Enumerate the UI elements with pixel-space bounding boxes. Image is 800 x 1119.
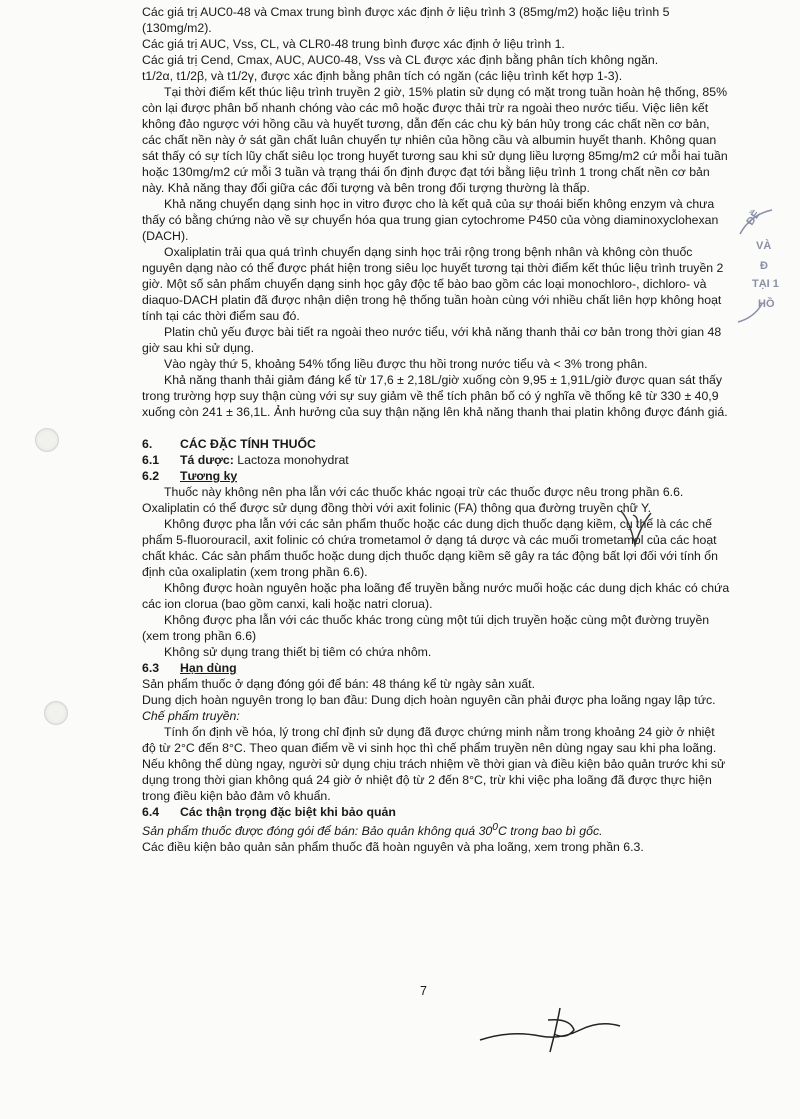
stamp-ring-icon (732, 208, 792, 328)
paragraph: Chế phẩm truyền: (142, 709, 240, 723)
section-heading: 6.4 Các thận trọng đặc biệt khi bảo quản (142, 805, 396, 819)
section-heading: 6.3 Hạn dùng (142, 661, 237, 675)
paragraph: Không được pha lẫn với các sản phẩm thuốc hoặc các dung dịch thuốc dạng kiềm, cụ thể là các chế phẩm 5-fluorouracil, axit folinic có chứa trometamol ở dạng tá dược và các muối trometamol của các hoạt chất khác. Các sản phẩm thuốc hoặc dung dịch thuốc dạng kiềm sẽ gây ra tác động bất lợi đối với tính ổn định của oxaliplatin (xem trong phần 6.6). (142, 517, 718, 579)
paragraph: Không được pha lẫn với các thuốc khác trong cùng một túi dịch truyền hoặc cùng một đường truyền (xem trong phần 6.6) (142, 613, 710, 643)
paragraph: Platin chủ yếu được bài tiết ra ngoài theo nước tiểu, với khả năng thanh thải cơ bản trong thời gian 48 giờ sau khi sử dụng. (142, 325, 722, 355)
paragraph: Thuốc này không nên pha lẫn với các thuốc khác ngoại trừ các thuốc được nêu trong phần 6.6. Oxaliplatin có thể được sử dụng đồng thời với axit folinic (FA) thông qua đường truyền chữ Y. (142, 485, 684, 515)
stamp-text: HỒ (758, 298, 775, 310)
stamp-text: ĐỀ (744, 208, 763, 228)
paragraph: Tại thời điểm kết thúc liệu trình truyền 2 giờ, 15% platin sử dụng có mặt trong tuần hoàn hệ thống, 85% còn lại được phân bố nhanh chóng vào các mô hoặc được thải trừ ra ngoài theo nước tiểu. Việc liên kết không đảo ngược với hồng cầu và huyết tương, dẫn đến các chu kỳ bán hủy trong các chất nền cơ bản, các chất nền này ở sát gần chất luân chuyển tự nhiên của hồng cầu và albumin huyết thanh. Không quan sát thấy có sự tích lũy chất siêu lọc trong huyết tương sau khi sử dụng liều lượng 85mg/m2 cứ mỗi hai tuần hoặc 130mg/m2 cứ mỗi 3 tuần và trạng thái ổn định được đạt tới bằng liệu trình 1 trong chất nền cơ bản này. Khả năng thay đổi giữa các đối tượng và bên trong đối tượng thường là thấp. (142, 85, 728, 195)
paragraph: Sản phẩm thuốc ở dạng đóng gói để bán: 48 tháng kể từ ngày sản xuất. (142, 677, 536, 691)
section-heading: 6.2 Tương kỵ (142, 469, 238, 483)
page-number: 7 (420, 984, 427, 998)
paragraph: Các giá trị Cend, Cmax, AUC, AUC0-48, Vss và CL được xác định bằng phân tích không ngăn. (142, 53, 659, 67)
paragraph: Tính ổn định về hóa, lý trong chỉ định sử dụng đã được chứng minh nằm trong khoảng 24 giờ ở nhiệt độ từ 2°C đến 8°C. Theo quan điểm về vi sinh học thì chế phẩm truyền nên dùng ngay sau khi pha loãng. Nếu không thể dùng ngay, người sử dụng chịu trách nhiệm về thời gian và điều kiện bảo quản trước khi sử dụng trong thời gian không quá 24 giờ ở nhiệt độ từ 2 đến 8°C, trừ khi việc pha loãng đã được thực hiện trong điều kiện bảo đảm vô khuẩn. (142, 725, 726, 803)
punch-hole (35, 428, 59, 452)
stamp-mark (732, 208, 792, 328)
paragraph: t1/2α, t1/2β, và t1/2γ, được xác định bằng phân tích có ngăn (các liệu trình kết hợp 1-3). (142, 69, 623, 83)
paragraph: Vào ngày thứ 5, khoảng 54% tổng liều được thu hồi trong nước tiểu và < 3% trong phân. (164, 357, 648, 371)
section-heading: 6.1 Tá dược: Lactoza monohydrat (142, 453, 349, 467)
paragraph: Dung dịch hoàn nguyên trong lọ ban đầu: Dung dịch hoàn nguyên cần phải được pha loãng ngay lập tức. (142, 693, 716, 707)
paragraph: Khả năng thanh thải giảm đáng kể từ 17,6 ± 2,18L/giờ xuống còn 9,95 ± 1,91L/giờ được quan sát thấy trong trường hợp suy thận cùng với sự suy giảm về thể tích phân bố có ý nghĩa về thống kê từ 330 ± 40,9 xuống còn 241 ± 36,1L. Ảnh hưởng của suy thận nặng lên khả năng thanh thai platin không được đánh giá. (142, 373, 728, 419)
paragraph: Không sử dụng trang thiết bị tiêm có chứa nhôm. (164, 645, 432, 659)
document-body (142, 4, 730, 855)
paragraph: Không được hoàn nguyên hoặc pha loãng để truyền bằng nước muối hoặc các dung dịch khác có chứa các ion clorua (bao gồm canxi, kali hoặc natri clorua). (142, 581, 730, 611)
paragraph: Các giá trị AUC0-48 và Cmax trung bình được xác định ở liệu trình 3 (85mg/m2) hoặc liệu trình 5 (130mg/m2). (142, 5, 670, 35)
paragraph: Sản phẩm thuốc được đóng gói để bán: Bảo quản không quá $30^0C$ trong bao bì gốc. (142, 822, 603, 839)
punch-hole (44, 701, 68, 725)
stamp-text: TẠI 1 (752, 278, 779, 290)
stamp-text: Đ (760, 260, 768, 272)
paragraph: Khả năng chuyển dạng sinh học in vitro được cho là kết quả của sự thoái biến không enzym và chưa thấy có bằng chứng nào về sự chuyển hóa qua trung gian cytochrome P450 của vòng diaminoxyclohexan (DACH). (142, 197, 719, 243)
signature-icon (470, 1000, 650, 1060)
stamp-text: VÀ (756, 240, 772, 252)
paragraph: Oxaliplatin trải qua quá trình chuyển dạng sinh học trải rộng trong bệnh nhân và không còn thuốc nguyên dạng nào có thể được phát hiện trong siêu lọc huyết tương tại thời điểm kết thúc liệu trình truyền 2 giờ. Một số sản phẩm chuyển dạng sinh học gây độc tế bào bao gồm các loại monochloro-, dichloro- và diaquo-DACH platin đã được nhận diện trong hệ thống tuần hoàn cùng với nhiều chất liên hợp không hoạt tính tại các thời điểm sau đó. (142, 245, 724, 323)
paragraph: Các giá trị AUC, Vss, CL, và CLR0-48 trung bình được xác định ở liệu trình 1. (142, 37, 565, 51)
initials-signature-icon (615, 505, 675, 555)
section-heading: 6. CÁC ĐẶC TÍNH THUỐC (142, 437, 316, 451)
paragraph: Các điều kiện bảo quản sản phẩm thuốc đã hoàn nguyên và pha loãng, xem trong phần 6.3. (142, 840, 644, 855)
